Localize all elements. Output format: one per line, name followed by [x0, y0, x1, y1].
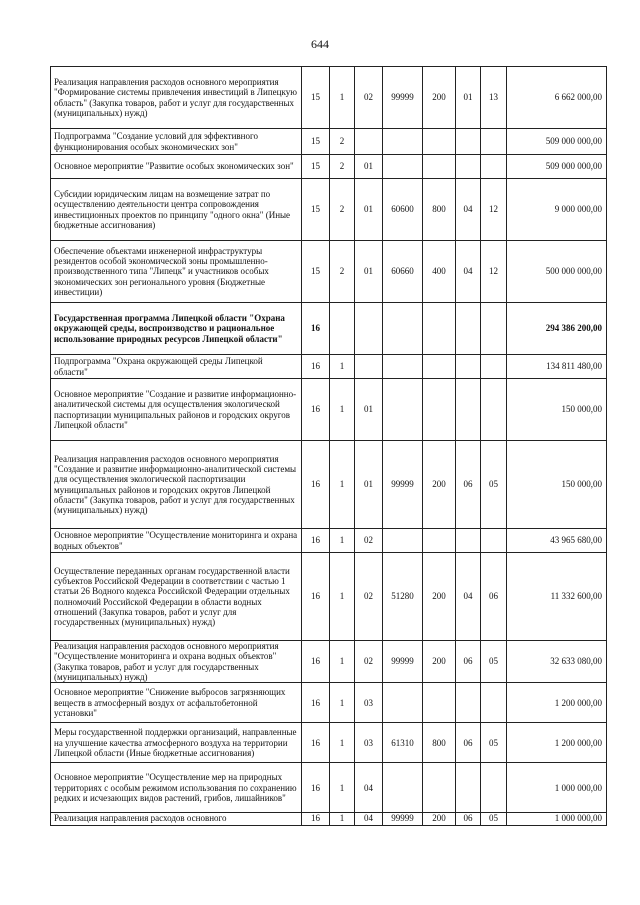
- ministry-code-cell: 16: [302, 441, 330, 529]
- ministry-code-cell: 16: [302, 303, 330, 355]
- row-description: Реализация направления расходов основного мероприятия "Создание и развитие информационно-аналитической системы для осуществления экологической паспортизации муниципальных районов и городских округов Липецкой области" (Закупка товаров, работ и услуг для государственных (муниципальных) нужд): [51, 441, 302, 529]
- table-row: [51, 723, 607, 763]
- section-code-cell: 06: [456, 723, 481, 763]
- table-row: [51, 683, 607, 723]
- amount-cell: 134 811 480,00: [507, 355, 607, 379]
- subprogram-code-cell: 01: [355, 441, 383, 529]
- expense-type-code-cell: [423, 155, 456, 179]
- table-row: [51, 355, 607, 379]
- budget-table: [50, 66, 607, 826]
- amount-cell: 1 000 000,00: [507, 813, 607, 826]
- subsection-code-cell: [481, 763, 507, 813]
- ministry-code-cell: 16: [302, 355, 330, 379]
- row-description: Субсидии юридическим лицам на возмещение затрат по осуществлению деятельности центра сопровождения инвестиционных проектов по принципу "одного окна" (Иные бюджетные ассигнования): [51, 179, 302, 241]
- program-code-cell: 2: [330, 129, 355, 155]
- expense-type-code-cell: 200: [423, 67, 456, 129]
- table-row: [51, 379, 607, 441]
- subprogram-code-cell: 04: [355, 813, 383, 826]
- amount-cell: 9 000 000,00: [507, 179, 607, 241]
- section-code-cell: 06: [456, 641, 481, 683]
- expense-type-code-cell: 200: [423, 641, 456, 683]
- program-code-cell: 1: [330, 553, 355, 641]
- subsection-code-cell: [481, 155, 507, 179]
- ministry-code-cell: 15: [302, 179, 330, 241]
- section-code-cell: 01: [456, 67, 481, 129]
- section-code-cell: [456, 129, 481, 155]
- subsection-code-cell: 12: [481, 179, 507, 241]
- direction-code-cell: 99999: [383, 641, 423, 683]
- amount-cell: 1 000 000,00: [507, 763, 607, 813]
- expense-type-code-cell: 400: [423, 241, 456, 303]
- table-row: [51, 67, 607, 129]
- subprogram-code-cell: 03: [355, 683, 383, 723]
- ministry-code-cell: 16: [302, 641, 330, 683]
- subprogram-code-cell: 02: [355, 67, 383, 129]
- subprogram-code-cell: [355, 355, 383, 379]
- table-row: [51, 641, 607, 683]
- expense-type-code-cell: 200: [423, 813, 456, 826]
- expense-type-code-cell: [423, 129, 456, 155]
- subprogram-code-cell: 04: [355, 763, 383, 813]
- table-row: [51, 763, 607, 813]
- ministry-code-cell: 16: [302, 813, 330, 826]
- expense-type-code-cell: 800: [423, 723, 456, 763]
- row-description: Основное мероприятие "Осуществление мер на природных территориях с особым режимом использования по сохранению редких и исчезающих видов растений, грибов, лишайников": [51, 763, 302, 813]
- subprogram-code-cell: 01: [355, 155, 383, 179]
- amount-cell: 32 633 080,00: [507, 641, 607, 683]
- expense-type-code-cell: [423, 683, 456, 723]
- table-row: [51, 179, 607, 241]
- program-code-cell: 2: [330, 179, 355, 241]
- program-code-cell: 2: [330, 241, 355, 303]
- subsection-code-cell: 13: [481, 67, 507, 129]
- subsection-code-cell: 05: [481, 813, 507, 826]
- row-description: Основное мероприятие "Развитие особых экономических зон": [51, 155, 302, 179]
- amount-cell: 6 662 000,00: [507, 67, 607, 129]
- program-code-cell: 1: [330, 379, 355, 441]
- table-row: [51, 441, 607, 529]
- direction-code-cell: 60600: [383, 179, 423, 241]
- section-code-cell: 04: [456, 241, 481, 303]
- expense-type-code-cell: [423, 763, 456, 813]
- program-code-cell: [330, 303, 355, 355]
- subsection-code-cell: [481, 379, 507, 441]
- section-code-cell: 04: [456, 179, 481, 241]
- subsection-code-cell: [481, 529, 507, 553]
- ministry-code-cell: 16: [302, 553, 330, 641]
- direction-code-cell: [383, 303, 423, 355]
- amount-cell: 1 200 000,00: [507, 683, 607, 723]
- program-code-cell: 1: [330, 763, 355, 813]
- ministry-code-cell: 16: [302, 763, 330, 813]
- ministry-code-cell: 16: [302, 683, 330, 723]
- direction-code-cell: 51280: [383, 553, 423, 641]
- ministry-code-cell: 15: [302, 241, 330, 303]
- direction-code-cell: 99999: [383, 813, 423, 826]
- section-code-cell: [456, 379, 481, 441]
- direction-code-cell: [383, 129, 423, 155]
- section-code-cell: 06: [456, 813, 481, 826]
- table-row: [51, 303, 607, 355]
- program-code-cell: 1: [330, 641, 355, 683]
- direction-code-cell: 99999: [383, 441, 423, 529]
- direction-code-cell: [383, 763, 423, 813]
- amount-cell: 294 386 200,00: [507, 303, 607, 355]
- row-description: Подпрограмма "Охрана окружающей среды Липецкой области": [51, 355, 302, 379]
- ministry-code-cell: 16: [302, 379, 330, 441]
- ministry-code-cell: 16: [302, 529, 330, 553]
- amount-cell: 1 200 000,00: [507, 723, 607, 763]
- row-description: Реализация направления расходов основного мероприятия "Формирование системы привлечения инвестиций в Липецкую область" (Закупка товаров, работ и услуг для государственных (муниципальных) нужд): [51, 67, 302, 129]
- section-code-cell: [456, 155, 481, 179]
- direction-code-cell: 60660: [383, 241, 423, 303]
- row-description: Основное мероприятие "Создание и развитие информационно-аналитической системы для осуществления экологической паспортизации муниципальных районов и городских округов Липецкой области": [51, 379, 302, 441]
- subprogram-code-cell: 02: [355, 553, 383, 641]
- expense-type-code-cell: [423, 303, 456, 355]
- section-code-cell: [456, 303, 481, 355]
- subprogram-code-cell: [355, 303, 383, 355]
- direction-code-cell: [383, 155, 423, 179]
- subsection-code-cell: [481, 355, 507, 379]
- program-code-cell: 1: [330, 529, 355, 553]
- subsection-code-cell: 05: [481, 641, 507, 683]
- subsection-code-cell: 12: [481, 241, 507, 303]
- program-code-cell: 1: [330, 441, 355, 529]
- subsection-code-cell: 05: [481, 723, 507, 763]
- subsection-code-cell: 05: [481, 441, 507, 529]
- expense-type-code-cell: 800: [423, 179, 456, 241]
- table-row: [51, 155, 607, 179]
- subprogram-code-cell: 01: [355, 241, 383, 303]
- table-row: [51, 813, 607, 826]
- subsection-code-cell: 06: [481, 553, 507, 641]
- section-code-cell: [456, 763, 481, 813]
- amount-cell: 509 000 000,00: [507, 155, 607, 179]
- subsection-code-cell: [481, 303, 507, 355]
- section-code-cell: [456, 529, 481, 553]
- ministry-code-cell: 15: [302, 67, 330, 129]
- section-code-cell: 06: [456, 441, 481, 529]
- program-code-cell: 1: [330, 723, 355, 763]
- row-description: Подпрограмма "Создание условий для эффективного функционирования особых экономических зон": [51, 129, 302, 155]
- row-description: Основное мероприятие "Снижение выбросов загрязняющих веществ в атмосферный воздух от асфальтобетонной установки": [51, 683, 302, 723]
- subprogram-code-cell: 02: [355, 641, 383, 683]
- row-description: Основное мероприятие "Осуществление мониторинга и охрана водных объектов": [51, 529, 302, 553]
- ministry-code-cell: 16: [302, 723, 330, 763]
- expense-type-code-cell: [423, 529, 456, 553]
- table-row: [51, 529, 607, 553]
- row-description: Государственная программа Липецкой области "Охрана окружающей среды, воспроизводство и рациональное использование природных ресурсов Липецкой области": [51, 303, 302, 355]
- expense-type-code-cell: [423, 379, 456, 441]
- row-description: Осуществление переданных органам государственной власти субъектов Российской Федерации в соответствии с частью 1 статьи 26 Водного кодекса Российской Федерации отдельных полномочий Российской Федерации в области водных отношений (Закупка товаров, работ и услуг для государственных (муниципальных) нужд): [51, 553, 302, 641]
- row-description: Меры государственной поддержки организаций, направленные на улучшение качества атмосферного воздуха на территории Липецкой области (Иные бюджетные ассигнования): [51, 723, 302, 763]
- program-code-cell: 1: [330, 67, 355, 129]
- row-description: Обеспечение объектами инженерной инфраструктуры резидентов особой экономической зоны промышленно-производственного типа "Липецк" и участников особых экономических зон регионального уровня (Бюджетные инвестиции): [51, 241, 302, 303]
- program-code-cell: 1: [330, 683, 355, 723]
- section-code-cell: [456, 355, 481, 379]
- subprogram-code-cell: 01: [355, 379, 383, 441]
- ministry-code-cell: 15: [302, 129, 330, 155]
- ministry-code-cell: 15: [302, 155, 330, 179]
- direction-code-cell: 99999: [383, 67, 423, 129]
- amount-cell: 150 000,00: [507, 441, 607, 529]
- table-row: [51, 129, 607, 155]
- subsection-code-cell: [481, 683, 507, 723]
- section-code-cell: [456, 683, 481, 723]
- subprogram-code-cell: 03: [355, 723, 383, 763]
- section-code-cell: 04: [456, 553, 481, 641]
- page-number: 644: [311, 37, 329, 51]
- row-description: Реализация направления расходов основного мероприятия "Осуществление мониторинга и охрана водных объектов" (Закупка товаров, работ и услуг для государственных (муниципальных) нужд): [51, 641, 302, 683]
- table-row: [51, 553, 607, 641]
- amount-cell: 43 965 680,00: [507, 529, 607, 553]
- expense-type-code-cell: [423, 355, 456, 379]
- direction-code-cell: [383, 529, 423, 553]
- direction-code-cell: [383, 683, 423, 723]
- amount-cell: 500 000 000,00: [507, 241, 607, 303]
- subprogram-code-cell: [355, 129, 383, 155]
- program-code-cell: 1: [330, 813, 355, 826]
- direction-code-cell: [383, 355, 423, 379]
- program-code-cell: 1: [330, 355, 355, 379]
- subsection-code-cell: [481, 129, 507, 155]
- amount-cell: 150 000,00: [507, 379, 607, 441]
- direction-code-cell: [383, 379, 423, 441]
- row-description: Реализация направления расходов основного: [51, 813, 302, 826]
- expense-type-code-cell: 200: [423, 553, 456, 641]
- program-code-cell: 2: [330, 155, 355, 179]
- expense-type-code-cell: 200: [423, 441, 456, 529]
- subprogram-code-cell: 01: [355, 179, 383, 241]
- table-row: [51, 241, 607, 303]
- amount-cell: 509 000 000,00: [507, 129, 607, 155]
- amount-cell: 11 332 600,00: [507, 553, 607, 641]
- direction-code-cell: 61310: [383, 723, 423, 763]
- subprogram-code-cell: 02: [355, 529, 383, 553]
